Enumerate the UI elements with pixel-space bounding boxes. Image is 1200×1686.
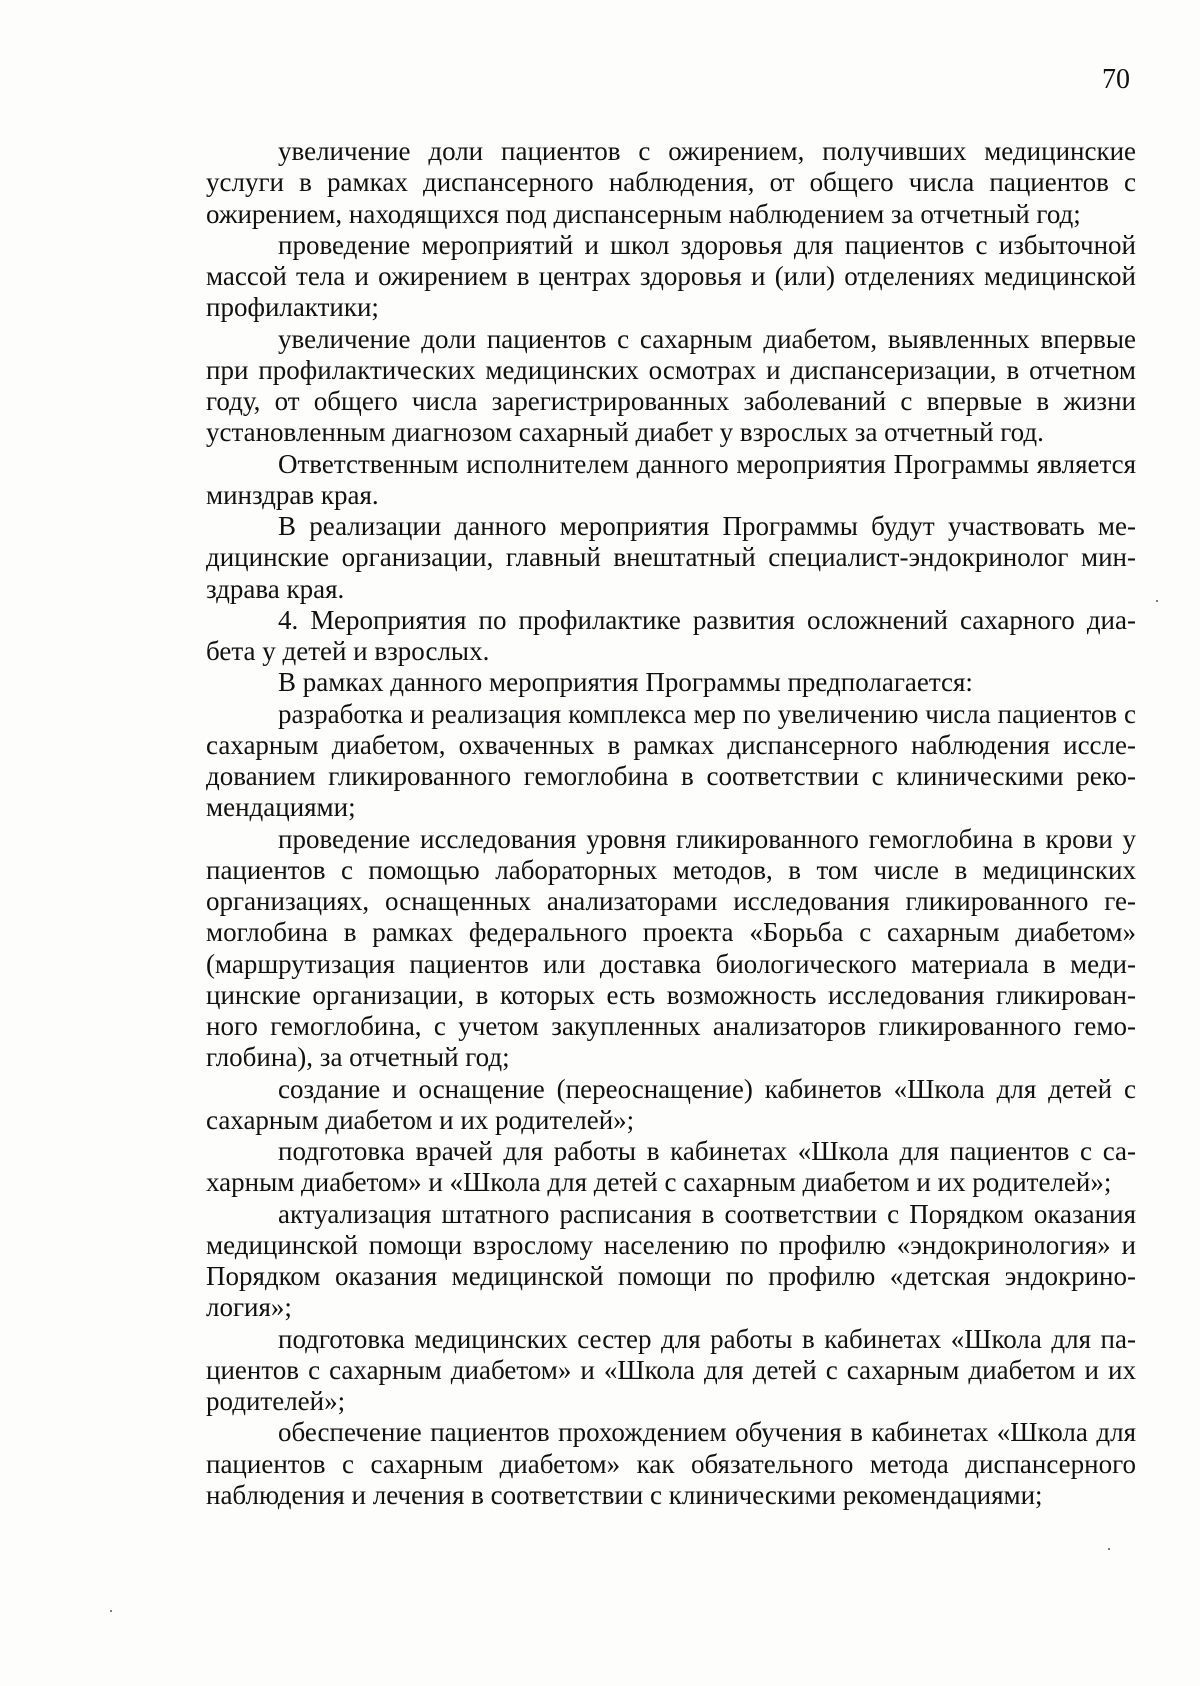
document-body	[206, 136, 1136, 1511]
paragraph: увеличение доли пациентов с сахарным диабетом, выявленных впервые при профилактических медицинских осмотрах и диспансеризации, в отчетном году, от общего числа зарегистрированных заболеваний с впервые в жизни установленным диагнозом сахарный диабет у взрослых за отчетный год.	[206, 323, 1136, 448]
paragraph: проведение исследования уровня гликированного гемоглобина в крови у пациентов с помощью лабораторных методов, в том числе в медицинских организациях, оснащенных анализаторами исследования гликированного гемоглобина в рамках федерального проекта «Борьба с сахарным диабетом» (маршрутизация пациентов или доставка биологического материала в медицинские организации, в которых есть возможность исследования гликированного гемоглобина, с учетом закупленных анализаторов гликированного гемоглобина), за отчетный год;	[206, 823, 1136, 1073]
paragraph: актуализация штатного расписания в соответствии с Порядком оказания медицинской помощи взрослому населению по профилю «эндокринология» и Порядком оказания медицинской помощи по профилю «детская эндокринология»;	[206, 1198, 1136, 1323]
paragraph: проведение мероприятий и школ здоровья для пациентов с избыточной массой тела и ожирением в центрах здоровья и (или) отделениях медицинской профилактики;	[206, 229, 1136, 323]
paragraph: обеспечение пациентов прохождением обучения в кабинетах «Школа для пациентов с сахарным диабетом» как обязательного метода диспансерного наблюдения и лечения в соответствии с клиническими рекомендациями;	[206, 1417, 1136, 1510]
paragraph: подготовка врачей для работы в кабинетах «Школа для пациентов с сахарным диабетом» и «Школа для детей с сахарным диабетом и их родителей»;	[206, 1136, 1136, 1198]
scan-speck	[110, 1610, 112, 1612]
paragraph: В рамках данного мероприятия Программы предполагается:	[278, 667, 973, 698]
page-number: 70	[1102, 64, 1130, 95]
scan-speck	[1156, 600, 1158, 602]
paragraph: увеличение доли пациентов с ожирением, получивших медицинские услуги в рамках диспансерного наблюдения, от общего числа пациентов с ожирением, находящихся под диспансерным наблюдением за отчетный год;	[206, 136, 1136, 229]
paragraph: В реализации данного мероприятия Программы будут участвовать медицинские организации, главный внештатный специалист-эндокринолог минздрава края.	[206, 511, 1136, 604]
paragraph: подготовка медицинских сестер для работы в кабинетах «Школа для пациентов с сахарным диабетом» и «Школа для детей с сахарным диабетом и их родителей»;	[206, 1323, 1136, 1416]
paragraph: разработка и реализация комплекса мер по увеличению числа пациентов с сахарным диабетом, охваченных в рамках диспансерного наблюдения исследованием гликированного гемоглобина в соответствии с клиническими рекомендациями;	[206, 698, 1136, 823]
paragraph: создание и оснащение (переоснащение) кабинетов «Школа для детей с сахарным диабетом и их родителей»;	[206, 1073, 1136, 1135]
paragraph: 4. Мероприятия по профилактике развития осложнений сахарного диабета у детей и взрослых.	[206, 604, 1136, 666]
scan-speck	[1108, 1548, 1110, 1550]
paragraph: Ответственным исполнителем данного мероприятия Программы является минздрав края.	[206, 448, 1136, 510]
